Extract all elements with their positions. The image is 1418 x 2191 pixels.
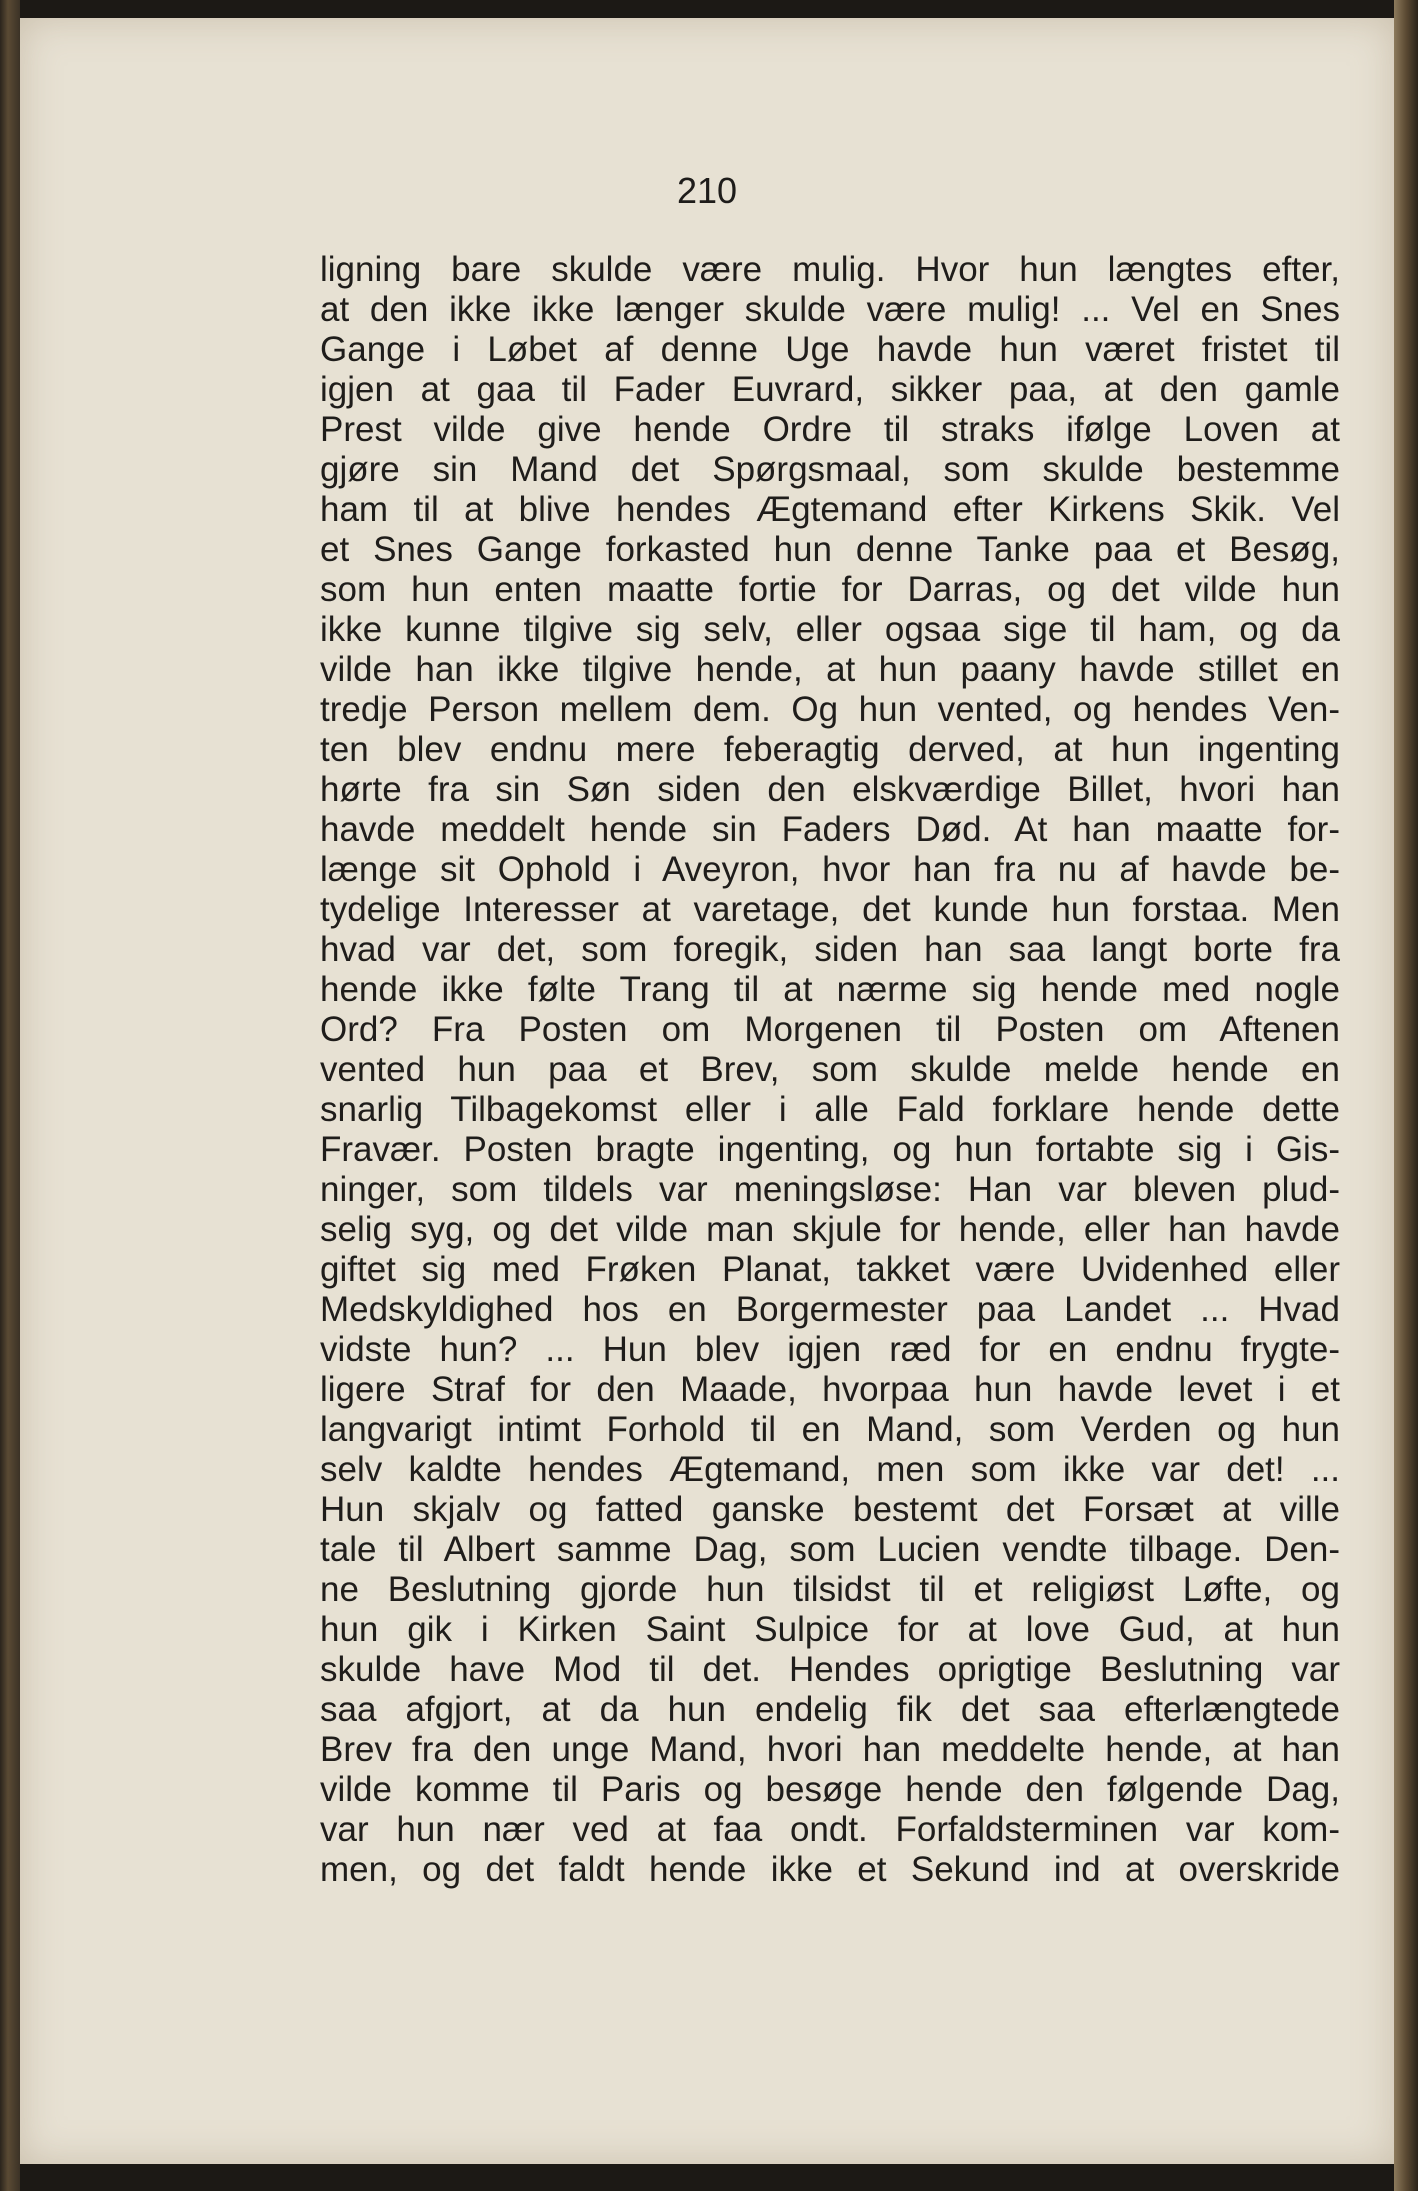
text-line: men, og det faldt hende ikke et Sekund ind at overskride: [320, 1850, 1340, 1889]
text-line: langvarigt intimt Forhold til en Mand, som Verden og hun: [320, 1410, 1340, 1449]
text-line: hvad var det, som foregik, siden han saa langt borte fra: [320, 930, 1340, 969]
text-line: giftet sig med Frøken Planat, takket være Uvidenhed eller: [320, 1250, 1340, 1289]
text-line: selv kaldte hendes Ægtemand, men som ikke var det! ...: [320, 1450, 1340, 1489]
text-line: snarlig Tilbagekomst eller i alle Fald forklare hende dette: [320, 1090, 1340, 1129]
text-line: igjen at gaa til Fader Euvrard, sikker paa, at den gamle: [320, 370, 1340, 409]
text-line: at den ikke ikke længer skulde være mulig! ... Vel en Snes: [320, 290, 1340, 329]
text-line: Ord? Fra Posten om Morgenen til Posten om Aftenen: [320, 1010, 1340, 1049]
book-spine-edge: [0, 0, 20, 2191]
text-line: Hun skjalv og fatted ganske bestemt det Forsæt at ville: [320, 1490, 1340, 1529]
text-line: ne Beslutning gjorde hun tilsidst til et religiøst Løfte, og: [320, 1570, 1340, 1609]
book-page: [20, 18, 1394, 2164]
text-line: ikke kunne tilgive sig selv, eller ogsaa sige til ham, og da: [320, 610, 1340, 649]
text-line: ten blev endnu mere feberagtig derved, at hun ingenting: [320, 730, 1340, 769]
body-text: [320, 250, 1340, 1890]
text-line: et Snes Gange forkasted hun denne Tanke paa et Besøg,: [320, 530, 1340, 569]
text-line: ninger, som tildels var meningsløse: Han var bleven plud-: [320, 1170, 1340, 1209]
text-line: Medskyldighed hos en Borgermester paa Landet ... Hvad: [320, 1290, 1340, 1329]
text-line: ligere Straf for den Maade, hvorpaa hun havde levet i et: [320, 1370, 1340, 1409]
text-line: tale til Albert samme Dag, som Lucien vendte tilbage. Den-: [320, 1530, 1340, 1569]
text-line: ligning bare skulde være mulig. Hvor hun længtes efter,: [320, 250, 1340, 289]
text-line: havde meddelt hende sin Faders Død. At han maatte for-: [320, 810, 1340, 849]
text-line: vented hun paa et Brev, som skulde melde hende en: [320, 1050, 1340, 1089]
text-line: vidste hun? ... Hun blev igjen ræd for en endnu frygte-: [320, 1330, 1340, 1369]
text-line: hun gik i Kirken Saint Sulpice for at love Gud, at hun: [320, 1610, 1340, 1649]
text-line: tydelige Interesser at varetage, det kunde hun forstaa. Men: [320, 890, 1340, 929]
text-line: selig syg, og det vilde man skjule for hende, eller han havde: [320, 1210, 1340, 1249]
text-line: tredje Person mellem dem. Og hun vented, og hendes Ven-: [320, 690, 1340, 729]
text-line: vilde komme til Paris og besøge hende den følgende Dag,: [320, 1770, 1340, 1809]
text-line: Gange i Løbet af denne Uge havde hun været fristet til: [320, 330, 1340, 369]
text-line: vilde han ikke tilgive hende, at hun paany havde stillet en: [320, 650, 1340, 689]
text-line: hende ikke følte Trang til at nærme sig hende med nogle: [320, 970, 1340, 1009]
text-line: skulde have Mod til det. Hendes oprigtige Beslutning var: [320, 1650, 1340, 1689]
page-number: 210: [676, 170, 738, 211]
page-stack-edge: [1394, 0, 1418, 2191]
text-line: gjøre sin Mand det Spørgsmaal, som skulde bestemme: [320, 450, 1340, 489]
text-line: saa afgjort, at da hun endelig fik det saa efterlængtede: [320, 1690, 1340, 1729]
text-line: Fravær. Posten bragte ingenting, og hun fortabte sig i Gis-: [320, 1130, 1340, 1169]
text-line: var hun nær ved at faa ondt. Forfaldsterminen var kom-: [320, 1810, 1340, 1849]
text-line: ham til at blive hendes Ægtemand efter Kirkens Skik. Vel: [320, 490, 1340, 529]
text-line: som hun enten maatte fortie for Darras, og det vilde hun: [320, 570, 1340, 609]
text-line: Brev fra den unge Mand, hvori han meddelte hende, at han: [320, 1730, 1340, 1769]
text-line: hørte fra sin Søn siden den elskværdige Billet, hvori han: [320, 770, 1340, 809]
text-line: Prest vilde give hende Ordre til straks ifølge Loven at: [320, 410, 1340, 449]
text-line: længe sit Ophold i Aveyron, hvor han fra nu af havde be-: [320, 850, 1340, 889]
